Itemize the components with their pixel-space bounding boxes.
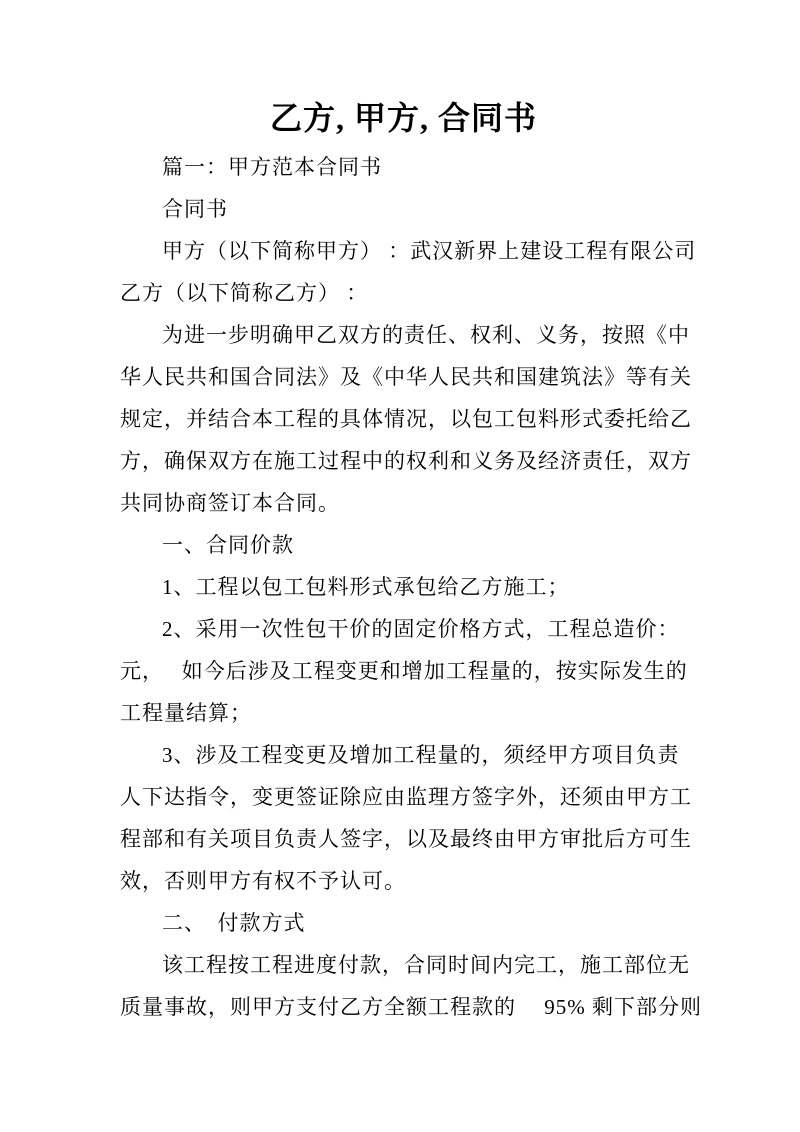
document-line: 质量事故，则甲方支付乙方全额工程款的 95% 剩下部分则 — [120, 995, 702, 1019]
document-line: 甲方（以下简称甲方） ：武汉新界上建设工程有限公司 — [162, 239, 697, 263]
document-line: 乙方（以下简称乙方） ： — [120, 281, 369, 305]
document-line: 元， 如今后涉及工程变更和增加工程量的，按实际发生的 — [120, 659, 688, 683]
document-line: 效，否则甲方有权不予认可。 — [120, 869, 406, 893]
document-line: 程部和有关项目负责人签字，以及最终由甲方审批后方可生 — [120, 827, 692, 851]
document-line: 共同协商签订本合同。 — [120, 491, 340, 515]
document-line: 华人民共和国合同法》及《中华人民共和国建筑法》等有关 — [120, 365, 692, 389]
document-title: 乙方, 甲方, 合同书 — [269, 100, 537, 136]
document-line: 2、采用一次性包干价的固定价格方式，工程总造价： — [162, 617, 680, 641]
document-line: 3、涉及工程变更及增加工程量的，须经甲方项目负责 — [162, 743, 680, 767]
document-line: 为进一步明确甲乙双方的责任、权利、义务，按照《中 — [162, 323, 690, 347]
document-line: 规定，并结合本工程的具体情况，以包工包料形式委托给乙 — [120, 407, 692, 431]
document-line: 1、工程以包工包料形式承包给乙方施工； — [162, 575, 570, 599]
document-line: 方，确保双方在施工过程中的权利和义务及经济责任，双方 — [120, 449, 692, 473]
document-line: 二、 付款方式 — [162, 911, 306, 935]
document-line: 合同书 — [162, 197, 228, 221]
document-line: 篇一：甲方范本合同书 — [162, 155, 382, 179]
document-line: 工程量结算； — [120, 701, 252, 725]
document-line: 一、合同价款 — [162, 533, 294, 557]
document-line: 人下达指令，变更签证除应由监理方签字外，还须由甲方工 — [120, 785, 692, 809]
document-body — [120, 146, 702, 1028]
document-line: 该工程按工程进度付款，合同时间内完工，施工部位无 — [162, 953, 690, 977]
